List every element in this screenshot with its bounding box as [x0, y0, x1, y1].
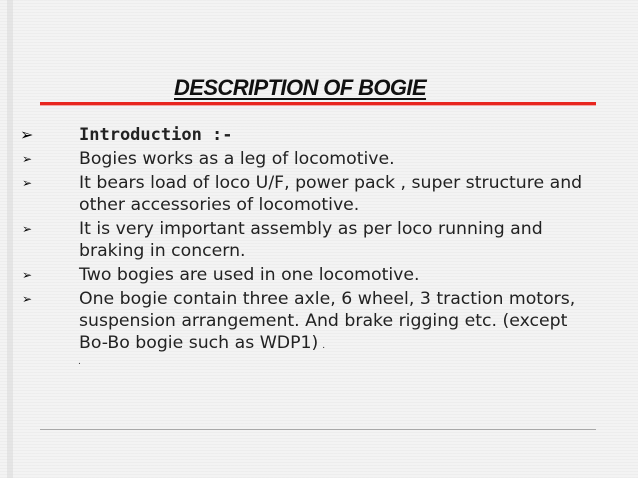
bullet-text [79, 288, 598, 357]
bullet-list [0, 124, 638, 359]
slide-title: DESCRIPTION OF BOGIE [174, 75, 427, 100]
bullet-text: Two bogies are used in one locomotive. [79, 265, 420, 285]
title-underline-shadow [40, 105, 596, 106]
bullet-text: Bogies works as a leg of locomotive. [79, 149, 395, 169]
bullet-item [0, 218, 638, 262]
arrow-bullet-icon: ➢ [22, 222, 33, 236]
bullet-text: It is very important assembly as per loco running and braking in concern. [79, 219, 543, 261]
bullet-item [0, 288, 638, 357]
bullet-item-introduction [0, 124, 638, 146]
arrow-bullet-icon: ➢ [20, 125, 34, 144]
bullet-text: It bears load of loco U/F, power pack , super structure and other accessories of locomotive. [79, 173, 583, 215]
trailing-mark: . [322, 341, 326, 351]
bullet-text: Introduction :- [79, 125, 233, 145]
arrow-bullet-icon: ➢ [22, 268, 33, 282]
bullet-item [0, 172, 638, 216]
arrow-bullet-icon: ➢ [22, 292, 33, 306]
bullet-text-body: One bogie contain three axle, 6 wheel, 3 traction motors, suspension arrangement. And brake rigging etc. (except Bo-Bo bogie such as WDP1) [79, 289, 576, 353]
arrow-bullet-icon: ➢ [22, 176, 33, 190]
bullet-item [0, 264, 638, 286]
bullet-item [0, 148, 638, 170]
bottom-divider [40, 429, 596, 430]
stray-mark: . [78, 357, 81, 367]
arrow-bullet-icon: ➢ [22, 152, 33, 166]
